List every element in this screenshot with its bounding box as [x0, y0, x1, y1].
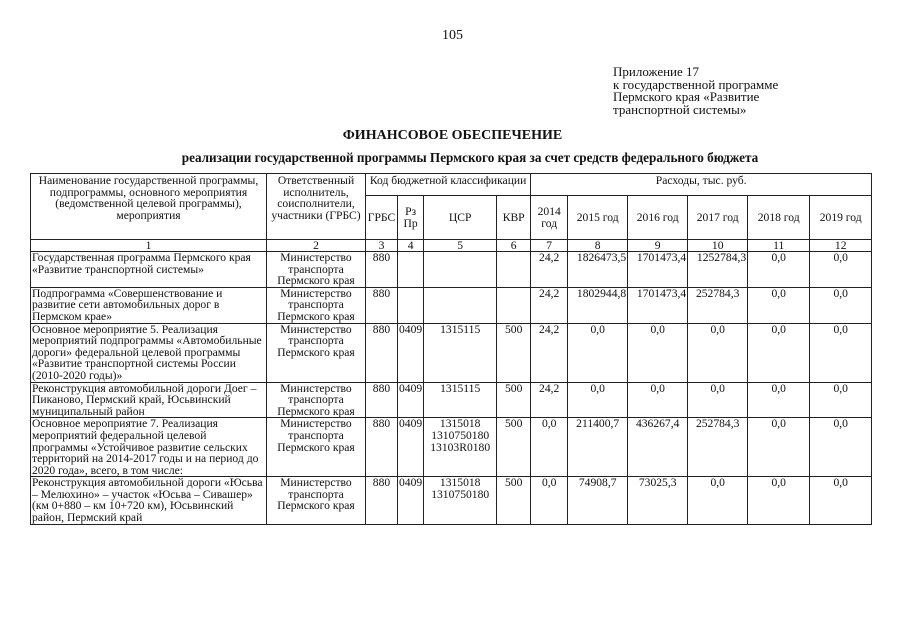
column-number: 5	[424, 240, 497, 252]
row-grbs: 880	[366, 477, 398, 524]
row-2017: 0,0	[688, 477, 748, 524]
header-name: Наименование государственной программы, подпрограммы, основного мероприятия (ведомственной целевой программы), мероприятия	[31, 174, 267, 240]
page-number: 105	[442, 28, 463, 43]
row-2018: 0,0	[748, 287, 810, 323]
document-subtitle: реализации государственной программы Пермского края за счет средств федерального бюджета	[181, 150, 759, 165]
appendix-note	[613, 66, 778, 116]
row-csr: 1315018 1310750180 13103R0180	[424, 418, 497, 477]
column-number: 6	[497, 240, 531, 252]
row-2019: 0,0	[810, 252, 872, 288]
row-executor: Министерство транспорта Пермского края	[267, 252, 366, 288]
column-number-row	[31, 240, 872, 252]
row-grbs: 880	[366, 418, 398, 477]
row-2019: 0,0	[810, 287, 872, 323]
row-2017: 252784,3	[688, 418, 748, 477]
column-number: 3	[366, 240, 398, 252]
header-grbs: ГРБС	[366, 196, 398, 240]
table-row	[31, 323, 872, 382]
header-executor: Ответственный исполнитель, соисполнители, участники (ГРБС)	[267, 174, 366, 240]
row-2015: 0,0	[568, 323, 628, 382]
row-kvr: 500	[497, 323, 531, 382]
appendix-line: Пермского края «Развитие	[613, 89, 760, 104]
row-2014: 24,2	[531, 252, 568, 288]
row-grbs: 880	[366, 382, 398, 418]
column-number: 11	[748, 240, 810, 252]
row-executor: Министерство транспорта Пермского края	[267, 323, 366, 382]
column-number: 8	[568, 240, 628, 252]
row-2017: 1252784,3	[688, 252, 748, 288]
row-2014: 24,2	[531, 287, 568, 323]
header-expenses: Расходы, тыс. руб.	[531, 174, 872, 196]
column-number: 4	[398, 240, 424, 252]
header-budget-code: Код бюджетной классификации	[366, 174, 531, 196]
document-title: ФИНАНСОВОЕ ОБЕСПЕЧЕНИЕ	[342, 128, 563, 143]
row-kvr: 500	[497, 477, 531, 524]
header-year-2017: 2017 год	[688, 196, 748, 240]
row-2018: 0,0	[748, 382, 810, 418]
header-rzpr: Рз Пр	[398, 196, 424, 240]
row-2019: 0,0	[810, 323, 872, 382]
row-grbs: 880	[366, 252, 398, 288]
row-2019: 0,0	[810, 418, 872, 477]
row-2015: 211400,7	[568, 418, 628, 477]
row-csr	[424, 252, 497, 288]
row-2014: 0,0	[531, 418, 568, 477]
row-name: Основное мероприятие 5. Реализация мероприятий подпрограммы «Автомобильные дороги» федеральной целевой программы «Развитие транспортной системы России (2010-2020 годы)»	[31, 323, 267, 382]
appendix-line: транспортной системы»	[613, 101, 747, 117]
row-2018: 0,0	[748, 418, 810, 477]
table-row	[31, 418, 872, 477]
row-csr: 1315018 1310750180	[424, 477, 497, 524]
row-2014: 24,2	[531, 382, 568, 418]
row-csr	[424, 287, 497, 323]
row-2017: 252784,3	[688, 287, 748, 323]
row-2019: 0,0	[810, 477, 872, 524]
table-row	[31, 252, 872, 288]
row-rzpr	[398, 252, 424, 288]
appendix-line: Приложение 17	[613, 64, 700, 79]
table-row	[31, 477, 872, 524]
row-2015: 74908,7	[568, 477, 628, 524]
appendix-line: к государственной программе	[613, 76, 779, 92]
column-number: 10	[688, 240, 748, 252]
header-year-2019: 2019 год	[810, 196, 872, 240]
table-row	[31, 287, 872, 323]
header-year-2016: 2016 год	[628, 196, 688, 240]
row-name: Реконструкция автомобильной дороги «Юсьва – Мелюхино» – участок «Юсьва – Сивашер» (км 0+880 – км 10+720 км), Юсьвинский район, Пермский край	[31, 477, 267, 524]
row-name: Государственная программа Пермского края «Развитие транспортной системы»	[31, 252, 267, 288]
table-row	[31, 382, 872, 418]
row-2016: 73025,3	[628, 477, 688, 524]
column-number: 7	[531, 240, 568, 252]
column-number: 1	[31, 240, 267, 252]
financing-table	[30, 173, 872, 525]
row-rzpr: 0409	[398, 323, 424, 382]
row-2017: 0,0	[688, 323, 748, 382]
header-csr: ЦСР	[424, 196, 497, 240]
row-name: Основное мероприятие 7. Реализация мероприятий федеральной целевой программы «Устойчивое развитие сельских территорий на 2014-2017 годы и на период до 2020 года», всего, в том числе:	[31, 418, 267, 477]
row-executor: Министерство транспорта Пермского края	[267, 287, 366, 323]
row-rzpr: 0409	[398, 382, 424, 418]
row-2016: 436267,4	[628, 418, 688, 477]
row-2014: 0,0	[531, 477, 568, 524]
header-year-2014: 2014 год	[531, 196, 568, 240]
row-2018: 0,0	[748, 477, 810, 524]
row-2018: 0,0	[748, 252, 810, 288]
row-2016: 0,0	[628, 382, 688, 418]
header-year-2018: 2018 год	[748, 196, 810, 240]
column-number: 12	[810, 240, 872, 252]
row-2019: 0,0	[810, 382, 872, 418]
row-2015: 1802944,8	[568, 287, 628, 323]
row-executor: Министерство транспорта Пермского края	[267, 477, 366, 524]
row-kvr	[497, 252, 531, 288]
row-rzpr	[398, 287, 424, 323]
row-grbs: 880	[366, 287, 398, 323]
row-kvr: 500	[497, 382, 531, 418]
row-name: Реконструкция автомобильной дороги Доег – Пиканово, Пермский край, Юсьвинский муниципальный район	[31, 382, 267, 418]
row-2017: 0,0	[688, 382, 748, 418]
header-kvr: КВР	[497, 196, 531, 240]
row-2015: 0,0	[568, 382, 628, 418]
row-executor: Министерство транспорта Пермского края	[267, 418, 366, 477]
row-2016: 0,0	[628, 323, 688, 382]
row-csr: 1315115	[424, 382, 497, 418]
row-2014: 24,2	[531, 323, 568, 382]
row-rzpr: 0409	[398, 418, 424, 477]
row-2015: 1826473,5	[568, 252, 628, 288]
row-kvr	[497, 287, 531, 323]
row-kvr: 500	[497, 418, 531, 477]
row-2018: 0,0	[748, 323, 810, 382]
row-rzpr: 0409	[398, 477, 424, 524]
column-number: 9	[628, 240, 688, 252]
row-2016: 1701473,4	[628, 287, 688, 323]
row-csr: 1315115	[424, 323, 497, 382]
row-2016: 1701473,4	[628, 252, 688, 288]
row-executor: Министерство транспорта Пермского края	[267, 382, 366, 418]
header-year-2015: 2015 год	[568, 196, 628, 240]
row-name: Подпрограмма «Совершенствование и развитие сети автомобильных дорог в Пермском крае»	[31, 287, 267, 323]
row-grbs: 880	[366, 323, 398, 382]
column-number: 2	[267, 240, 366, 252]
